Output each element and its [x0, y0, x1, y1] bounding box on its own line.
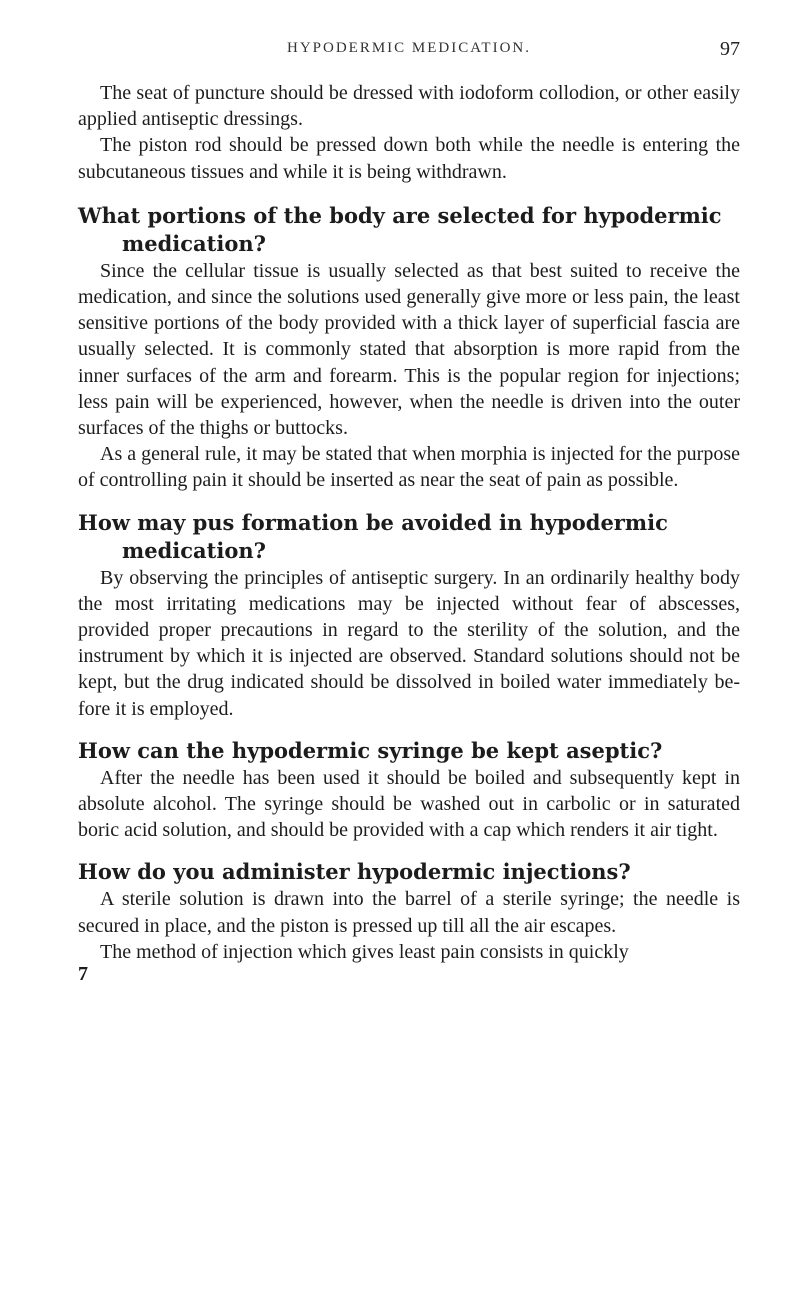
- intro-paragraph-1: The seat of puncture should be dressed with iodoform collodion, or other easily applied antiseptic dressings.: [78, 82, 740, 131]
- page-number: 97: [720, 38, 740, 60]
- answer-paragraph: As a general rule, it may be stated that when morphia is injected for the purpose of controlling pain it should be inserted as near the seat of pain as possible.: [78, 443, 740, 492]
- answer-paragraph: A sterile solution is drawn into the barrel of a sterile syringe; the needle is secured in place, and the piston is pressed up till all the air escapes.: [78, 888, 740, 937]
- question-heading: How may pus formation be avoided in hypodermic medication?: [78, 509, 668, 563]
- question-heading: What portions of the body are selected for hypodermic medication?: [78, 202, 722, 256]
- book-page: [78, 40, 740, 985]
- question-heading: How can the hypodermic syringe be kept aseptic?: [78, 737, 663, 763]
- running-head: [78, 40, 740, 80]
- section-administer-injections: [78, 858, 740, 965]
- section-syringe-aseptic: [78, 737, 740, 844]
- answer-paragraph: Since the cellular tissue is usually selected as that best suited to receive the medication, and since the solutions used generally give more or less pain, the least sensitive portions of the body provided with a thick layer of superficial fascia are usually selected. It is commonly stated that absorption is more rapid from the inner surfaces of the arm and forearm. This is the popular region for injections; less pain will be experienced, however, when the needle is driven into the outer surfaces of the thighs or buttocks.: [78, 259, 740, 440]
- running-title: HYPODERMIC MEDICATION.: [286, 40, 531, 56]
- section-body-portions: [78, 202, 740, 494]
- answer-paragraph: After the needle has been used it should be boiled and subsequently kept in absolute alcohol. The syringe should be washed out in carbolic or in saturated boric acid solution, and should be provided with a cap which renders it air tight.: [78, 766, 740, 842]
- section-pus-formation: [78, 509, 740, 722]
- intro-paragraph-2: The piston rod should be pressed down both while the needle is entering the subcutaneous tissues and while it is being withdrawn.: [78, 134, 740, 183]
- question-heading: How do you administer hypodermic injections?: [78, 859, 631, 885]
- signature-mark: 7: [78, 963, 88, 986]
- answer-paragraph: The method of injection which gives least pain consists in quickly: [100, 940, 629, 963]
- answer-paragraph: By observing the principles of antiseptic surgery. In an ordinarily healthy body the most irritating medications may be injected without fear of abscesses, provided proper precautions in regard to the sterility of the solution, and the instrument by which it is injected are observed. Standard solutions should not be kept, but the drug indicated should be dissolved in boiled water immediately before it is employed.: [78, 566, 740, 720]
